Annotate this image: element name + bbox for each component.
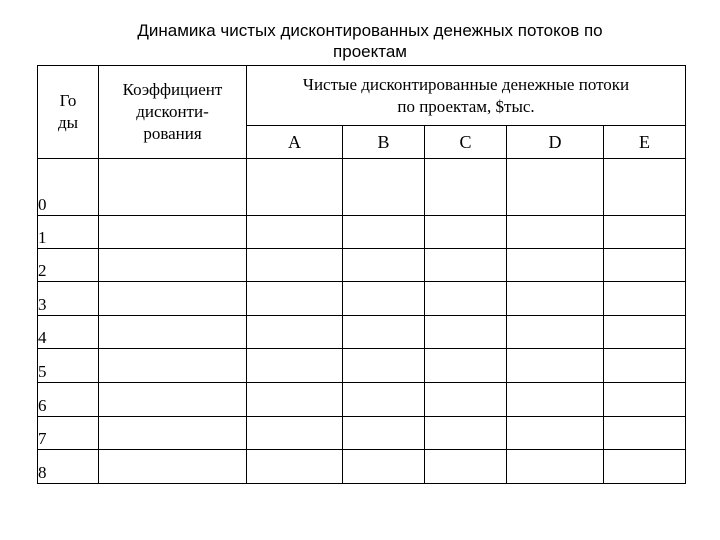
table-row-year-6 [38,383,686,417]
project-d-cell [507,249,604,282]
project-a-cell [247,159,343,216]
table-row-year-1 [38,216,686,249]
table-row-year-3 [38,282,686,316]
coefficient-cell [99,349,247,383]
project-b-cell [343,383,425,417]
page-title: Динамика чистых дисконтированных денежных потоков по проектам [137,21,603,61]
coefficient-cell [99,216,247,249]
project-e-cell [604,383,686,417]
project-a-cell [247,417,343,450]
project-e-cell [604,159,686,216]
table-row-year-8 [38,450,686,484]
coefficient-cell [99,417,247,450]
net-discounted-cash-flows-header: Чистые дисконтированные денежные потоки по проектам, $тыс. [247,66,686,126]
header-row-top [38,66,686,126]
project-header-a: A [247,126,343,159]
project-b-cell [343,249,425,282]
project-b-cell [343,159,425,216]
coefficient-cell [99,383,247,417]
project-header-c: C [425,126,507,159]
project-a-cell [247,249,343,282]
project-d-cell [507,450,604,484]
project-b-cell [343,417,425,450]
project-c-cell [425,249,507,282]
table-row-year-7 [38,417,686,450]
project-a-cell [247,282,343,316]
table-row-year-0 [38,159,686,216]
discounted-cash-flow-table [37,65,686,484]
project-b-cell [343,282,425,316]
project-c-cell [425,349,507,383]
project-d-cell [507,159,604,216]
discount-coefficient-column-header: Коэффициент дисконти- рования [99,66,247,159]
table-row-year-4 [38,316,686,349]
project-b-cell [343,316,425,349]
year-cell: 1 [38,216,99,249]
project-header-d: D [507,126,604,159]
project-e-cell [604,282,686,316]
years-column-header: Го ды [38,66,99,159]
year-cell: 6 [38,383,99,417]
project-e-cell [604,450,686,484]
coefficient-cell [99,450,247,484]
project-d-cell [507,417,604,450]
project-c-cell [425,159,507,216]
year-cell: 4 [38,316,99,349]
project-c-cell [425,383,507,417]
project-a-cell [247,383,343,417]
project-c-cell [425,417,507,450]
coefficient-cell [99,316,247,349]
coefficient-cell [99,249,247,282]
project-e-cell [604,349,686,383]
project-b-cell [343,450,425,484]
project-a-cell [247,349,343,383]
project-header-b: B [343,126,425,159]
table-row-year-2 [38,249,686,282]
project-a-cell [247,450,343,484]
project-c-cell [425,282,507,316]
year-cell: 7 [38,417,99,450]
project-a-cell [247,216,343,249]
project-d-cell [507,216,604,249]
project-e-cell [604,249,686,282]
project-c-cell [425,216,507,249]
project-a-cell [247,316,343,349]
table-row-year-5 [38,349,686,383]
project-header-e: E [604,126,686,159]
project-b-cell [343,349,425,383]
year-cell: 8 [38,450,99,484]
project-b-cell [343,216,425,249]
coefficient-cell [99,282,247,316]
project-d-cell [507,383,604,417]
project-d-cell [507,316,604,349]
project-e-cell [604,216,686,249]
year-cell: 0 [38,159,99,216]
project-e-cell [604,417,686,450]
year-cell: 5 [38,349,99,383]
project-c-cell [425,316,507,349]
year-cell: 2 [38,249,99,282]
coefficient-cell [99,159,247,216]
project-e-cell [604,316,686,349]
project-c-cell [425,450,507,484]
project-d-cell [507,282,604,316]
project-d-cell [507,349,604,383]
year-cell: 3 [38,282,99,316]
